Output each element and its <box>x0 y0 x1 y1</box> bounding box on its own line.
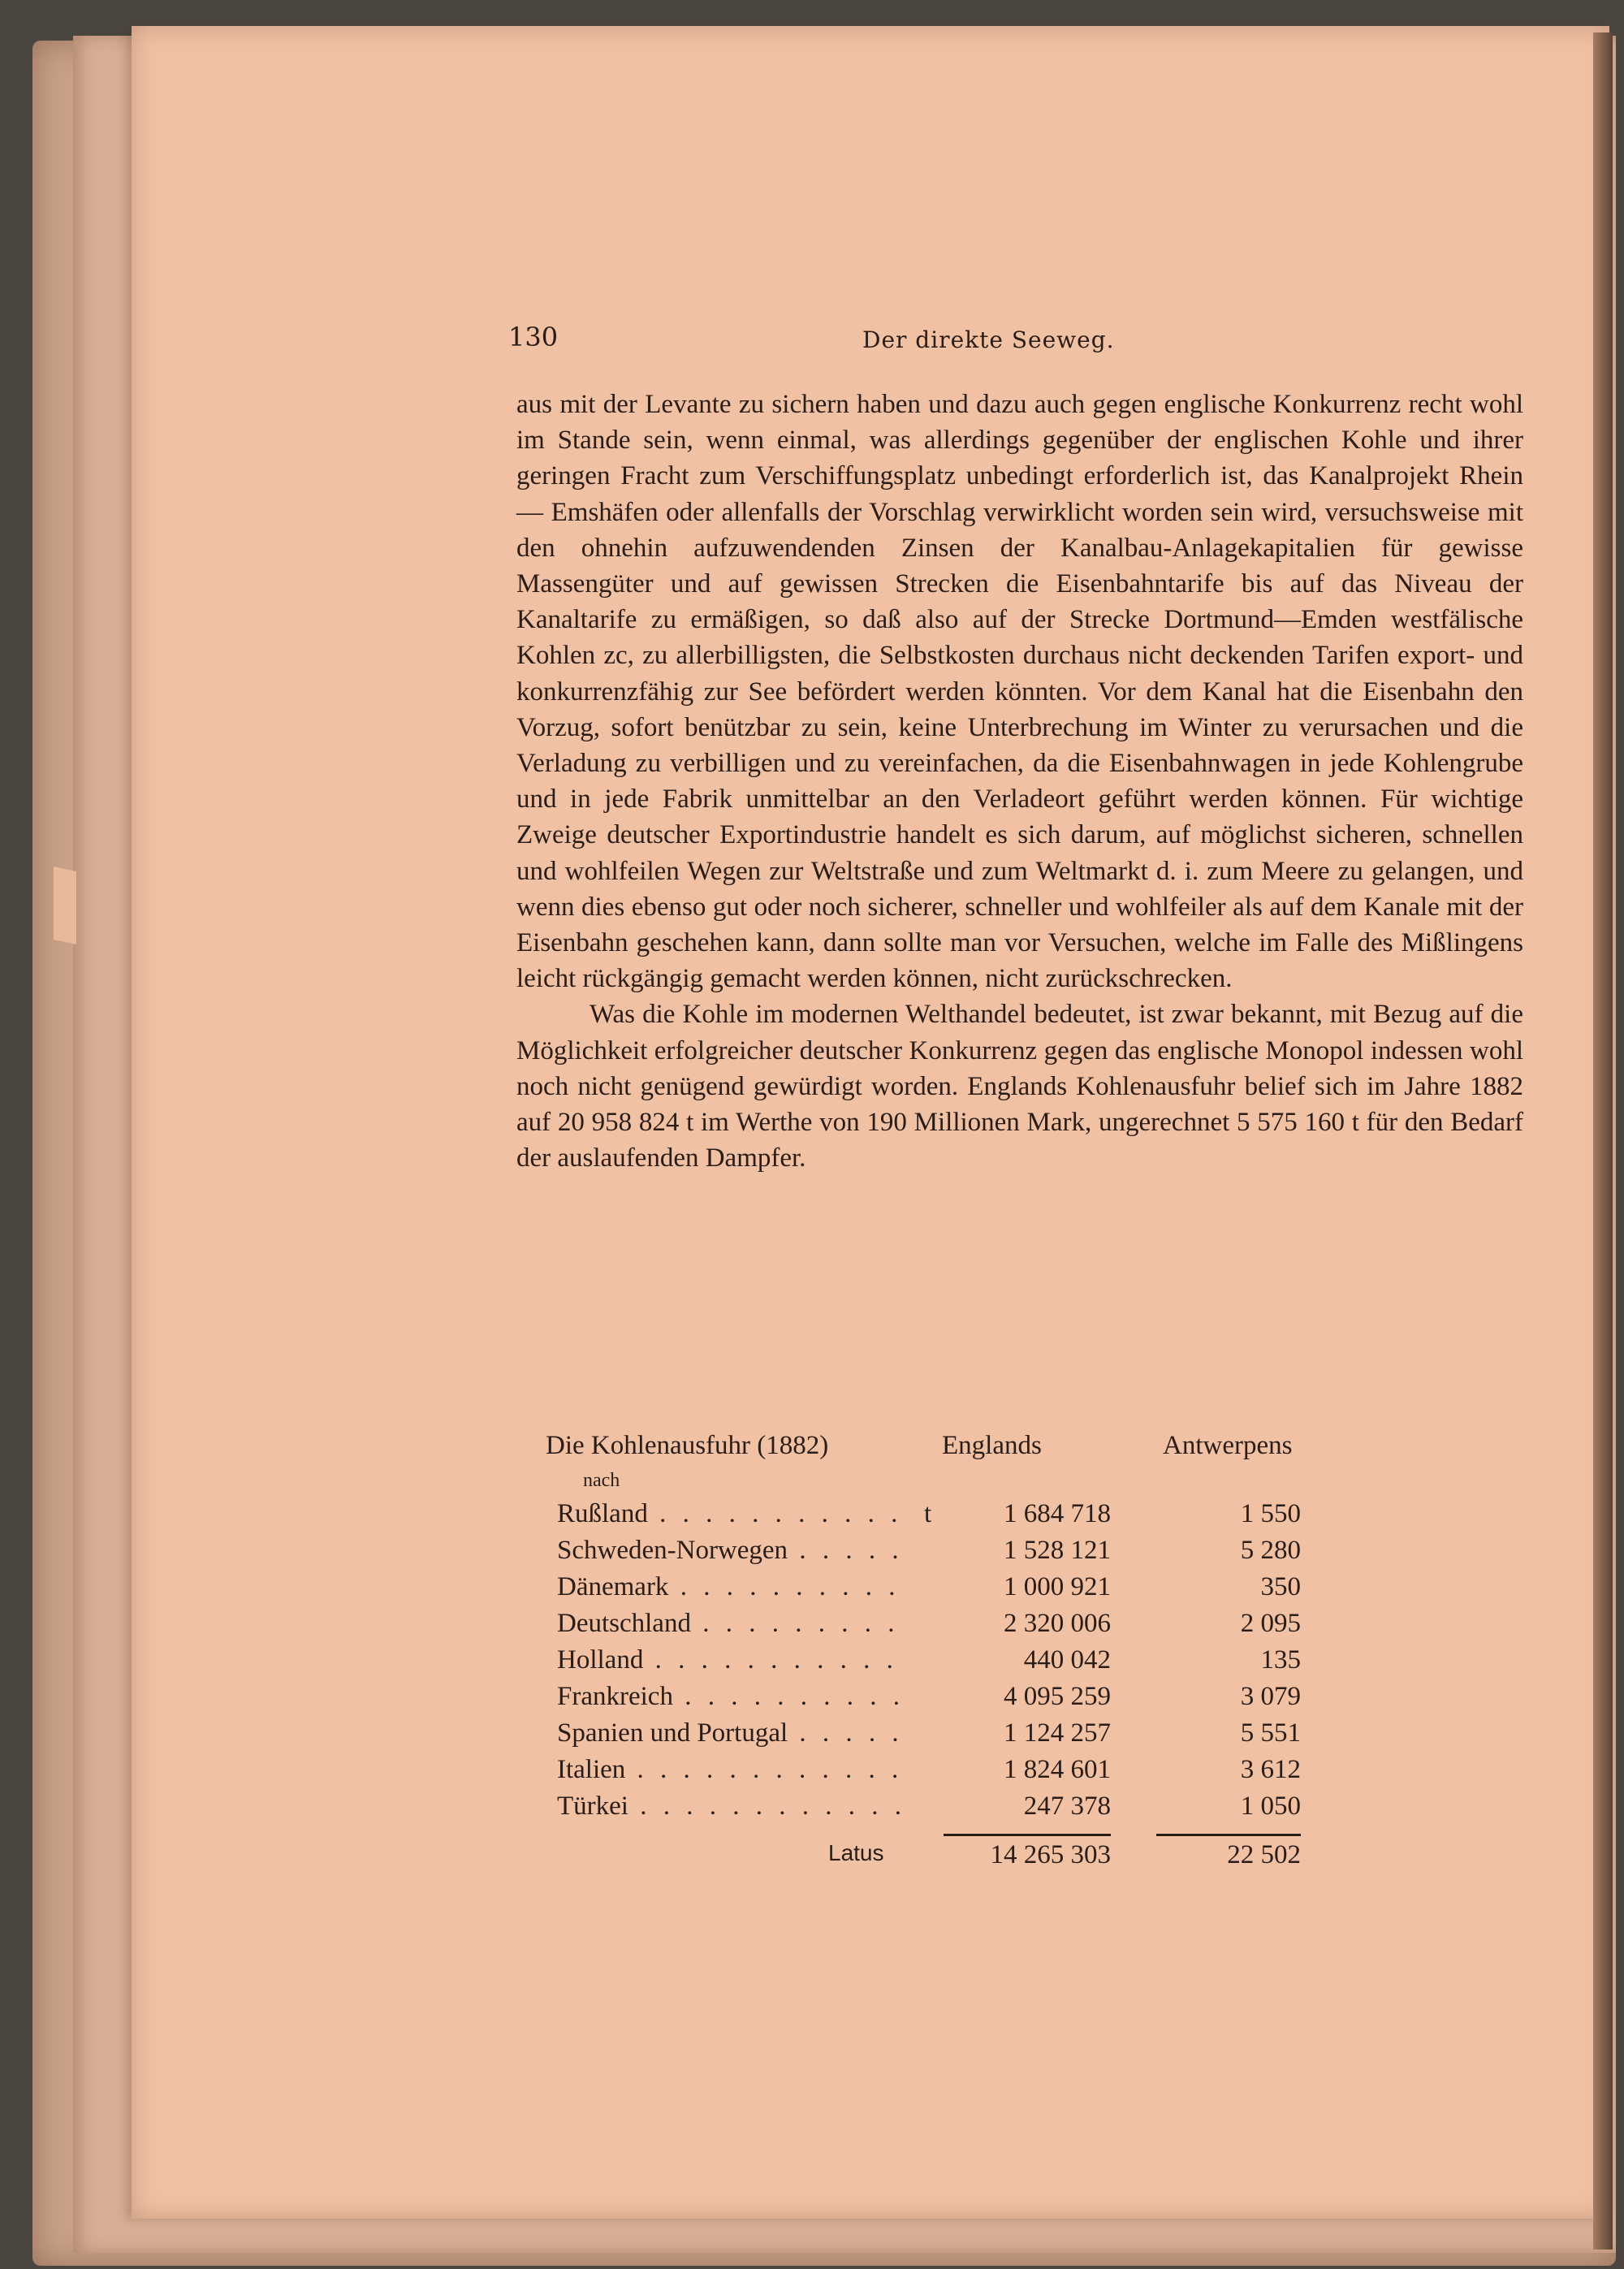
country-cell: Frankreich . . . <box>557 1682 906 1712</box>
latus-label: Latus <box>828 1840 884 1865</box>
antwerp-cell: 1 050 <box>1240 1791 1301 1821</box>
country-cell: Rußland . . . <box>557 1499 906 1529</box>
paragraph: Was die Kohle im modernen Welthandel bedeutet, ist zwar bekannt, mit Bezug auf die Möglichkeit erfolgreicher deutscher Konkurrenz gegen das englische Monopol indessen wohl noch nicht genügend gewürdigt worden. Englands Kohlenausfuhr belief sich im Jahre 1882 auf 20 958 824 t im Werthe von 190 Millionen Mark, ungerechnet 5 575 160 t für den Bedarf der auslaufenden Dampfer. <box>516 1000 1523 1173</box>
antwerp-cell: 1 550 <box>1240 1499 1301 1528</box>
england-cell: 1 528 121 <box>1004 1536 1111 1565</box>
table-row <box>132 1791 1609 1828</box>
table-row <box>132 1645 1609 1682</box>
antwerp-cell: 350 <box>1260 1572 1301 1601</box>
book-page <box>132 26 1609 2219</box>
antwerp-cell: 135 <box>1260 1645 1301 1675</box>
table-row <box>132 1499 1609 1536</box>
england-cell: 1 124 257 <box>1004 1718 1111 1748</box>
table-body <box>132 1499 1609 1828</box>
torn-edge <box>54 867 76 944</box>
sum-rule-england <box>944 1834 1111 1836</box>
country-cell: Italien . . . <box>557 1755 906 1785</box>
unit-label: t <box>924 1499 932 1528</box>
england-cell: 440 042 <box>1023 1645 1111 1675</box>
paragraph: aus mit der Levante zu sichern haben und dazu auch gegen englische Konkurrenz recht wohl im Stande sein, wenn einmal, was allerdings gegenüber der englischen Kohle und ihrer geringen Fracht zum Verschiffungsplatz unbedingt erforderlich ist, das Kanalprojekt Rhein — Emshäfen oder allenfalls der Vorschlag verwirklicht worden sein wird, versuchsweise mit den ohnehin aufzuwendenden Zinsen der Kanalbau-Anlagekapitalien für gewisse Massengüter und auf gewissen Strecken die Eisenbahntarife bis auf das Niveau der Kanaltarife zu ermäßigen, so daß also auf der Strecke Dortmund—Emden westfälische Kohlen zc, zu allerbilligsten, die Selbstkosten durchaus nicht deckenden Tarifen export- und konkurrenzfähig zur See befördert werden könnten. Vor dem Kanal hat die Eisenbahn den Vorzug, sofort benützbar zu sein, keine Unterbrechung im Winter zu verursachen und die Verladung zu verbilligen und zu vereinfachen, da die Eisenbahnwagen in jede Kohlengrube und in jede Fabrik unmittelbar an den Verladeort geführt werden können. Für wichtige Zweige deutscher Exportindustrie handelt es sich darum, auf möglichst sicheren, schnellen und wohlfeilen Wegen zur Weltstraße und zum Weltmarkt d. i. zum Meere zu gelangen, und wenn dies ebenso gut oder noch sicherer, schneller und wohlfeiler als auf dem Kanale mit der Eisenbahn geschehen kann, dann sollte man vor Versuchen, welche im Falle des Mißlingens leicht rückgängig gemacht werden können, nicht zurückschrecken. <box>516 390 1523 994</box>
country-cell: Schweden-Norwegen . . . <box>557 1536 906 1566</box>
latus-england: 14 265 303 <box>990 1840 1111 1869</box>
table-row <box>132 1718 1609 1755</box>
page-number: 130 <box>508 322 559 352</box>
sum-rule-antwerp <box>1156 1834 1301 1836</box>
antwerp-cell: 3 612 <box>1240 1755 1301 1784</box>
england-cell: 1 000 921 <box>1004 1572 1111 1601</box>
page-header <box>132 322 1609 362</box>
england-cell: 1 824 601 <box>1004 1755 1111 1784</box>
country-cell: Spanien und Portugal . . . <box>557 1718 906 1748</box>
antwerp-cell: 3 079 <box>1240 1682 1301 1711</box>
body-text <box>516 387 1523 1176</box>
running-title: Der direkte Seeweg. <box>862 326 1115 353</box>
table-row <box>132 1755 1609 1791</box>
england-cell: 247 378 <box>1023 1791 1111 1821</box>
country-cell: Türkei . . . <box>557 1791 906 1822</box>
column-header-antwerp: Antwerpens <box>1163 1431 1293 1460</box>
country-cell: Dänemark . . . <box>557 1572 906 1602</box>
latus-antwerp: 22 502 <box>1227 1840 1301 1869</box>
country-cell: Holland . . . <box>557 1645 906 1675</box>
table-row-header: Die Kohlenausfuhr (1882) <box>546 1431 829 1460</box>
antwerp-cell: 5 280 <box>1240 1536 1301 1565</box>
latus-row <box>132 1840 1609 1877</box>
country-cell: Deutschland . . . <box>557 1609 906 1639</box>
england-cell: 4 095 259 <box>1004 1682 1111 1711</box>
table-row <box>132 1536 1609 1572</box>
table-row <box>132 1572 1609 1609</box>
table-row <box>132 1609 1609 1645</box>
table-row-subheader: nach <box>583 1470 620 1491</box>
antwerp-cell: 5 551 <box>1240 1718 1301 1748</box>
england-cell: 2 320 006 <box>1004 1609 1111 1638</box>
table-row <box>132 1682 1609 1718</box>
antwerp-cell: 2 095 <box>1240 1609 1301 1638</box>
england-cell: 1 684 718 <box>1004 1499 1111 1528</box>
column-header-england: Englands <box>942 1431 1042 1460</box>
book-spine-edge <box>1593 32 1613 2250</box>
